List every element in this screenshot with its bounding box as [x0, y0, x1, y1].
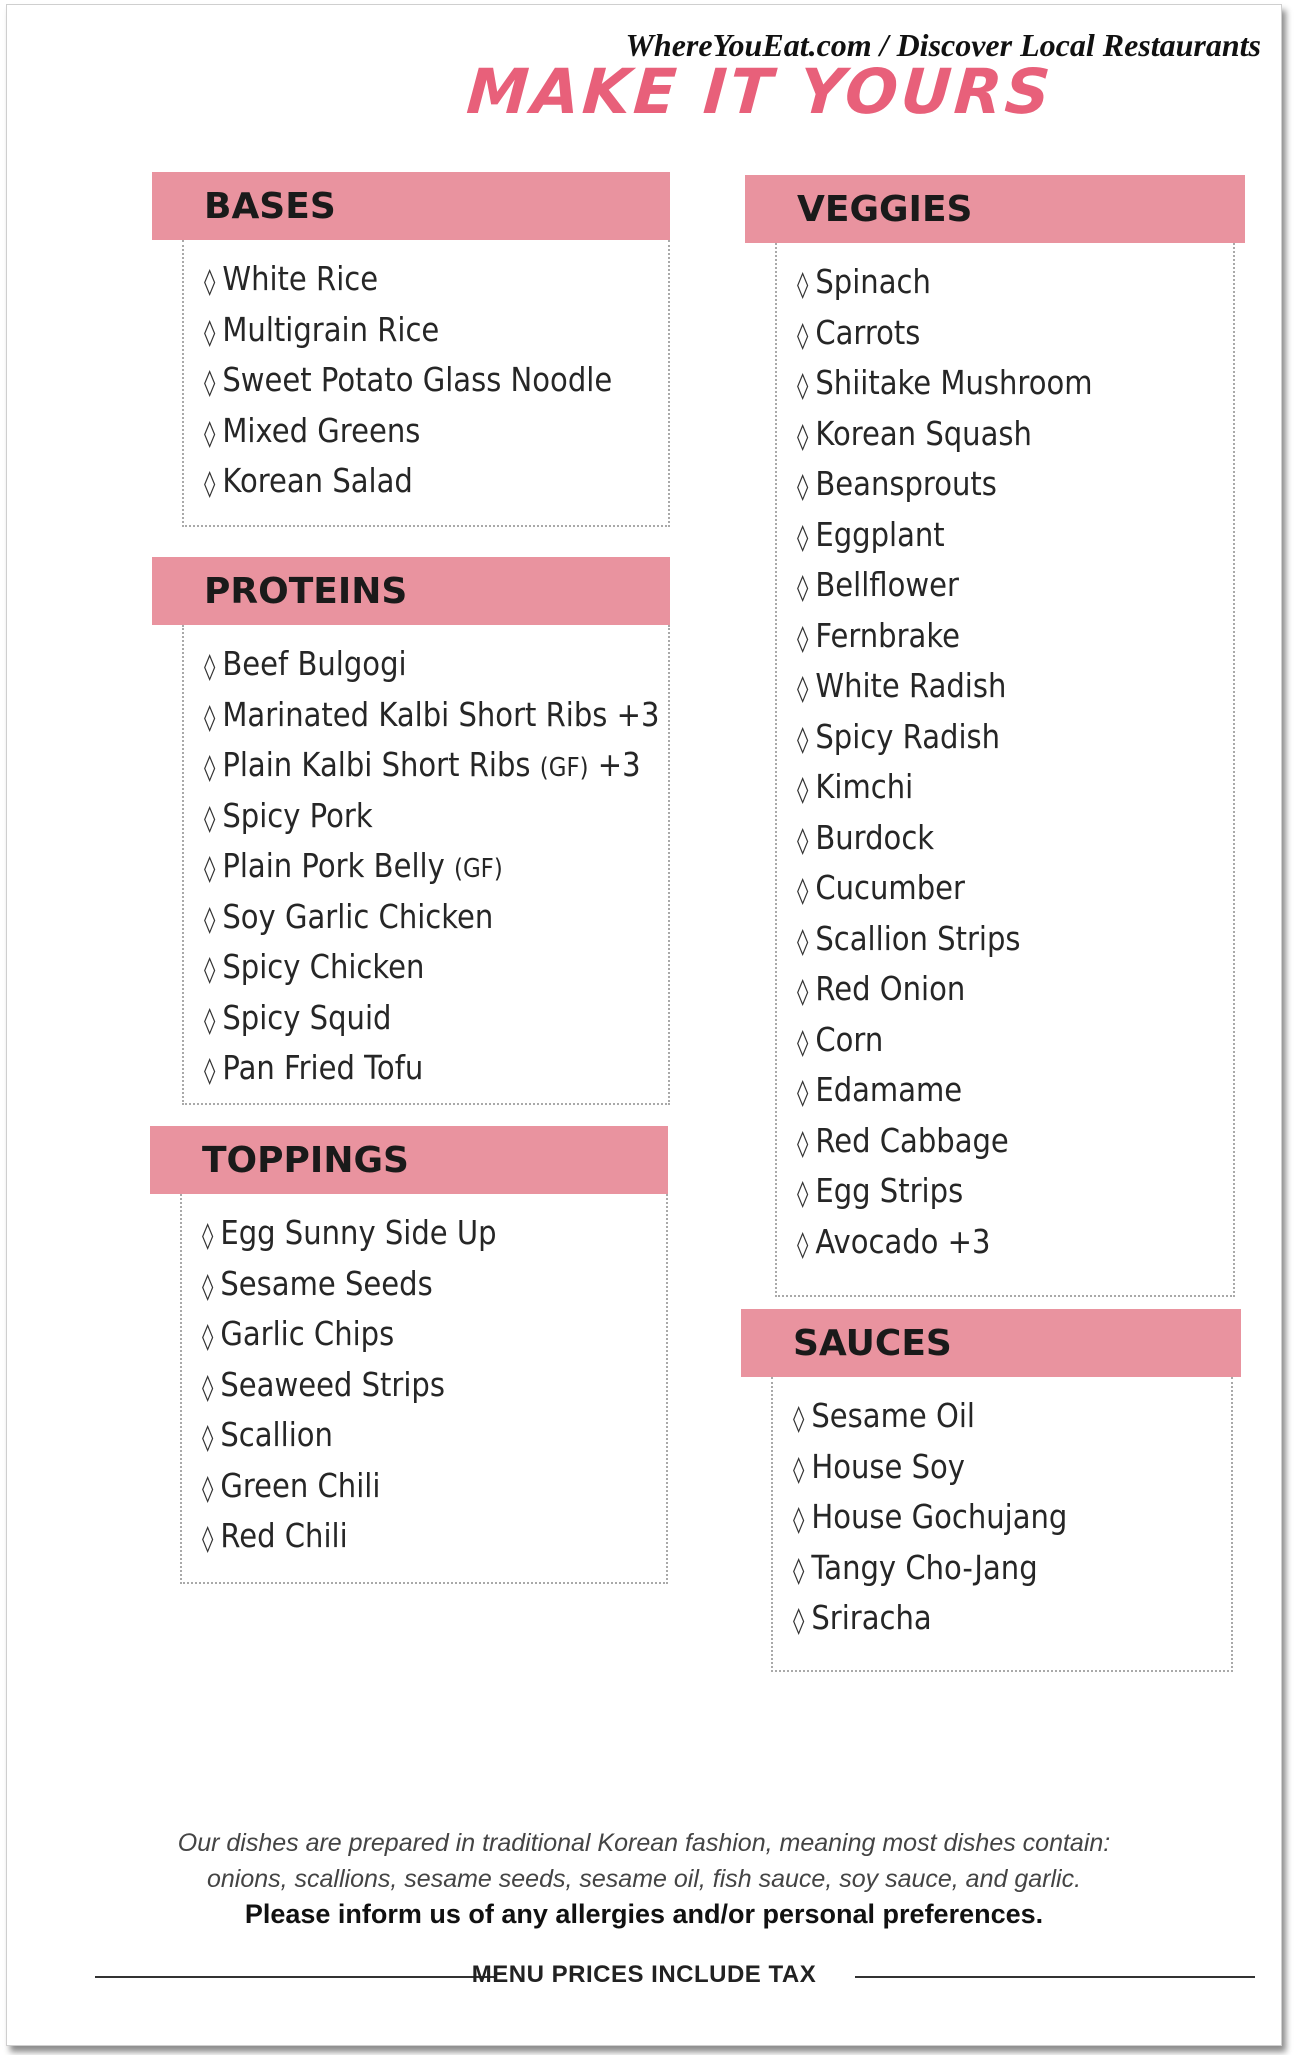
menu-item: [204, 993, 612, 1044]
diamond-bullet-icon: ◊: [793, 1606, 805, 1636]
menu-item-name: Red Cabbage: [815, 1120, 1009, 1160]
menu-item: [204, 305, 612, 356]
menu-item: [202, 1410, 610, 1461]
diamond-bullet-icon: ◊: [204, 1056, 216, 1086]
menu-item-name: Corn: [815, 1019, 884, 1059]
menu-item-name: Beansprouts: [815, 464, 997, 503]
diamond-bullet-icon: ◊: [202, 1372, 214, 1403]
diamond-bullet-icon: ◊: [797, 270, 809, 300]
diamond-bullet-icon: ◊: [797, 1229, 809, 1260]
toppings-section: [150, 1126, 668, 1584]
menu-item-name: Scallion Strips: [815, 918, 1021, 958]
menu-item: [204, 841, 612, 892]
diamond-bullet-icon: ◊: [797, 421, 809, 452]
menu-item-name: House Gochujang: [811, 1497, 1068, 1536]
upcharge-label: +3: [947, 1221, 991, 1261]
footer-note-1: Our dishes are prepared in traditional Korean fashion, meaning most dishes contain:: [177, 1829, 1111, 1857]
diamond-bullet-icon: ◊: [202, 1221, 214, 1251]
site-watermark: WhereYouEat.com / Discover Local Restaurants: [625, 27, 1261, 63]
menu-item-name: Sweet Potato Glass Noodle: [222, 360, 613, 399]
bases-list: [182, 240, 670, 527]
upcharge-label: +3: [597, 745, 641, 784]
menu-item: [797, 1217, 1181, 1268]
footer-note-2: onions, scallions, sesame seeds, sesame oil, fish sauce, soy sauce, and garlic.: [206, 1865, 1082, 1893]
menu-item: [797, 560, 1181, 611]
diamond-bullet-icon: ◊: [797, 1179, 809, 1209]
menu-item-name: Plain Pork Belly: [222, 846, 445, 885]
menu-item: [202, 1259, 610, 1310]
diamond-bullet-icon: ◊: [797, 320, 809, 351]
menu-item-name: White Radish: [815, 666, 1007, 705]
menu-item: [204, 690, 660, 741]
diamond-bullet-icon: ◊: [204, 368, 216, 398]
diamond-bullet-icon: ◊: [797, 775, 809, 805]
menu-item-name: Spicy Radish: [815, 716, 1001, 756]
menu-item: [793, 1442, 1178, 1493]
menu-item-name: Carrots: [815, 312, 921, 352]
menu-item-name: Spicy Chicken: [222, 947, 425, 986]
menu-item-name: Sriracha: [811, 1598, 932, 1637]
menu-item-name: Garlic Chips: [220, 1314, 395, 1353]
menu-item: [793, 1391, 1178, 1442]
diamond-bullet-icon: ◊: [797, 623, 809, 654]
menu-item: [204, 740, 641, 791]
menu-item: [797, 914, 1181, 965]
menu-item-name: Mixed Greens: [222, 410, 421, 450]
diamond-bullet-icon: ◊: [202, 1473, 214, 1504]
menu-item-name: Red Chili: [220, 1516, 348, 1555]
menu-item-name: Pan Fried Tofu: [222, 1048, 424, 1087]
diamond-bullet-icon: ◊: [797, 876, 809, 906]
diamond-bullet-icon: ◊: [204, 317, 216, 348]
veggies-section: [745, 175, 1245, 1297]
diamond-bullet-icon: ◊: [797, 825, 809, 856]
diamond-bullet-icon: ◊: [204, 702, 216, 733]
diamond-bullet-icon: ◊: [204, 418, 216, 449]
menu-item-name: Multigrain Rice: [222, 309, 440, 349]
menu-item: [797, 712, 1181, 763]
veggies-list: [775, 243, 1235, 1297]
sauces-list: [771, 1377, 1233, 1672]
menu-item-name: Fernbrake: [815, 615, 960, 655]
diamond-bullet-icon: ◊: [204, 854, 216, 884]
toppings-header: TOPPINGS: [150, 1126, 668, 1194]
menu-item-name: Marinated Kalbi Short Ribs: [222, 694, 608, 734]
diamond-bullet-icon: ◊: [204, 469, 216, 499]
menu-item-name: Seaweed Strips: [220, 1364, 446, 1404]
menu-item: [797, 257, 1181, 308]
menu-item-name: Egg Sunny Side Up: [220, 1213, 497, 1252]
diamond-bullet-icon: ◊: [204, 652, 216, 682]
menu-item: [793, 1492, 1178, 1543]
diamond-bullet-icon: ◊: [797, 522, 809, 553]
gluten-free-tag: (GF): [539, 753, 589, 783]
menu-item-name: Egg Strips: [815, 1171, 964, 1210]
diamond-bullet-icon: ◊: [793, 1454, 805, 1485]
upcharge-label: +3: [616, 694, 660, 734]
menu-item-name: Shiitake Mushroom: [815, 363, 1093, 402]
gluten-free-tag: (GF): [454, 854, 503, 884]
diamond-bullet-icon: ◊: [202, 1271, 214, 1302]
diamond-bullet-icon: ◊: [204, 267, 216, 297]
menu-item: [202, 1208, 610, 1259]
menu-item-name: Sesame Oil: [811, 1396, 975, 1435]
diamond-bullet-icon: ◊: [204, 753, 216, 783]
menu-item: [797, 1116, 1181, 1167]
menu-item: [204, 406, 612, 457]
menu-item-name: Plain Kalbi Short Ribs: [222, 745, 531, 784]
menu-item: [797, 964, 1181, 1015]
menu-item: [202, 1461, 610, 1512]
menu-item: [204, 639, 612, 690]
diamond-bullet-icon: ◊: [797, 472, 809, 502]
sauces-header: SAUCES: [741, 1309, 1241, 1377]
menu-item: [202, 1511, 610, 1562]
menu-item: [204, 355, 612, 406]
menu-item-name: Tangy Cho-Jang: [811, 1547, 1038, 1587]
menu-item-name: House Soy: [811, 1446, 965, 1486]
menu-item: [797, 611, 1181, 662]
menu-item: [797, 762, 1181, 813]
diamond-bullet-icon: ◊: [797, 1027, 809, 1058]
menu-item: [797, 1015, 1181, 1066]
menu-item-name: Red Onion: [815, 969, 966, 1008]
menu-item-name: White Rice: [222, 259, 379, 298]
menu-item-name: Spinach: [815, 262, 931, 301]
menu-item: [204, 1043, 612, 1094]
menu-item-name: Sesame Seeds: [220, 1263, 433, 1303]
diamond-bullet-icon: ◊: [202, 1423, 214, 1453]
menu-item-name: Bellflower: [815, 565, 959, 604]
menu-item: [797, 1166, 1181, 1217]
bases-header: BASES: [152, 172, 670, 240]
menu-item-name: Avocado: [815, 1221, 939, 1261]
proteins-header: PROTEINS: [152, 557, 670, 625]
toppings-list: [180, 1194, 668, 1584]
menu-item: [797, 459, 1181, 510]
menu-item-name: Spicy Pork: [222, 795, 373, 835]
menu-item-name: Edamame: [815, 1070, 963, 1109]
menu-item-name: Beef Bulgogi: [222, 644, 407, 683]
diamond-bullet-icon: ◊: [202, 1524, 214, 1554]
menu-item: [204, 892, 612, 943]
menu-item: [797, 409, 1181, 460]
menu-item: [797, 510, 1181, 561]
menu-item-name: Eggplant: [815, 514, 945, 554]
diamond-bullet-icon: ◊: [202, 1322, 214, 1352]
diamond-bullet-icon: ◊: [793, 1555, 805, 1586]
veggies-header: VEGGIES: [745, 175, 1245, 243]
diamond-bullet-icon: ◊: [797, 926, 809, 957]
diamond-bullet-icon: ◊: [797, 1128, 809, 1159]
diamond-bullet-icon: ◊: [797, 371, 809, 401]
menu-item-name: Spicy Squid: [222, 997, 392, 1037]
proteins-section: [152, 557, 670, 1105]
menu-item-name: Korean Squash: [815, 413, 1032, 453]
menu-item: [797, 813, 1181, 864]
prices-notice: MENU PRICES INCLUDE TAX: [471, 1961, 817, 1988]
menu-item: [204, 254, 612, 305]
diamond-bullet-icon: ◊: [797, 724, 809, 755]
menu-item: [204, 942, 612, 993]
diamond-bullet-icon: ◊: [793, 1505, 805, 1535]
menu-item: [797, 863, 1181, 914]
menu-item: [793, 1593, 1178, 1644]
diamond-bullet-icon: ◊: [797, 1078, 809, 1108]
diamond-bullet-icon: ◊: [204, 904, 216, 935]
menu-item-name: Kimchi: [815, 767, 914, 806]
menu-item-name: Green Chili: [220, 1465, 381, 1505]
diamond-bullet-icon: ◊: [797, 977, 809, 1007]
page-title: MAKE IT YOURS: [464, 55, 1056, 128]
diamond-bullet-icon: ◊: [204, 803, 216, 834]
menu-item: [797, 358, 1181, 409]
diamond-bullet-icon: ◊: [797, 674, 809, 704]
menu-item: [797, 661, 1181, 712]
diamond-bullet-icon: ◊: [793, 1404, 805, 1434]
proteins-list: [182, 625, 670, 1105]
bases-section: [152, 172, 670, 527]
menu-page: [6, 4, 1282, 2046]
menu-item: [204, 456, 612, 507]
menu-item: [797, 308, 1181, 359]
allergy-notice: Please inform us of any allergies and/or personal preferences.: [244, 1899, 1044, 1929]
sauces-section: [741, 1309, 1241, 1672]
diamond-bullet-icon: ◊: [204, 955, 216, 985]
menu-item: [797, 1065, 1181, 1116]
menu-item-name: Scallion: [220, 1415, 333, 1454]
diamond-bullet-icon: ◊: [797, 573, 809, 603]
menu-item: [204, 791, 612, 842]
menu-item-name: Cucumber: [815, 868, 965, 907]
menu-item: [202, 1309, 610, 1360]
menu-item: [793, 1543, 1178, 1594]
menu-item-name: Soy Garlic Chicken: [222, 896, 494, 936]
menu-item-name: Korean Salad: [222, 461, 413, 500]
menu-item-name: Burdock: [815, 817, 935, 857]
menu-item: [202, 1360, 610, 1411]
diamond-bullet-icon: ◊: [204, 1005, 216, 1036]
